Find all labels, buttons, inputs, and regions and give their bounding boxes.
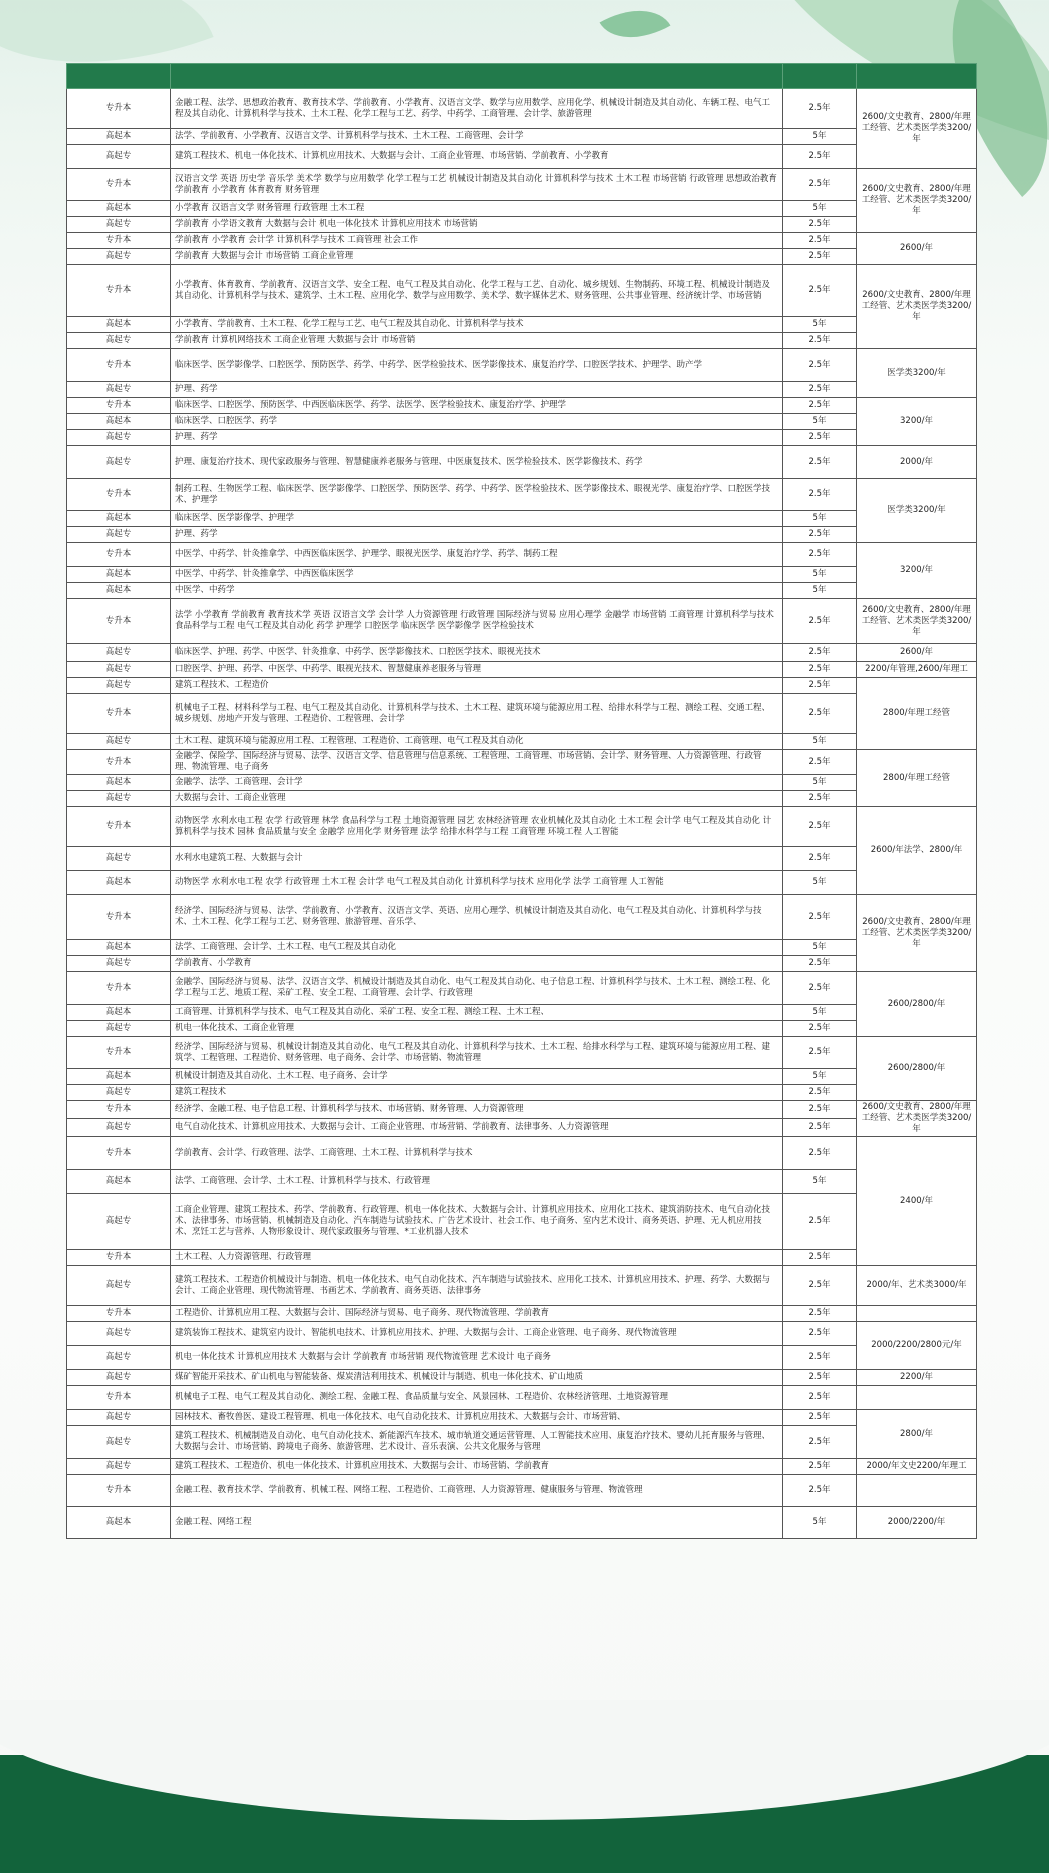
table-row <box>67 1322 977 1346</box>
level-cell: 高起专 <box>67 1322 171 1346</box>
duration-cell: 5年 <box>783 1005 857 1021</box>
duration-cell: 2.5年 <box>783 1410 857 1426</box>
table-row <box>67 871 977 895</box>
level-cell: 高起本 <box>67 511 171 527</box>
major-cell: 中医学、中药学、针灸推拿学、中西医临床医学、护理学、眼视光医学、康复治疗学、药学、制药工程 <box>171 543 783 567</box>
level-cell: 专升本 <box>67 750 171 775</box>
level-cell: 高起专 <box>67 446 171 479</box>
table-row <box>67 1119 977 1137</box>
duration-cell: 2.5年 <box>783 1101 857 1119</box>
level-cell: 高起本 <box>67 1005 171 1021</box>
duration-cell: 2.5年 <box>783 1119 857 1137</box>
table-row <box>67 1137 977 1170</box>
major-cell: 建筑工程技术、机械制造及自动化、电气自动化技术、新能源汽车技术、城市轨道交通运营管理、人工智能技术应用、康复治疗技术、婴幼儿托育服务与管理、大数据与会计、市场营销、跨境电子商务、旅游管理、艺术设计、音乐表演、公共文化服务与管理 <box>171 1426 783 1459</box>
duration-cell: 2.5年 <box>783 895 857 940</box>
major-cell: 法学、学前教育、小学教育、汉语言文学、计算机科学与技术、土木工程、工商管理、会计学 <box>171 129 783 145</box>
level-cell: 高起专 <box>67 1119 171 1137</box>
table-row <box>67 265 977 317</box>
tuition-cell: 2800/年理工经管 <box>857 678 977 750</box>
tuition-cell: 3200/年 <box>857 398 977 446</box>
duration-cell: 2.5年 <box>783 807 857 847</box>
duration-cell: 2.5年 <box>783 479 857 511</box>
tuition-cell: 2000/年文史2200/年理工 <box>857 1459 977 1475</box>
major-cell: 工程造价、计算机应用工程、大数据与会计、国际经济与贸易、电子商务、现代物流管理、学前教育 <box>171 1306 783 1322</box>
duration-cell: 2.5年 <box>783 249 857 265</box>
duration-cell: 2.5年 <box>783 543 857 567</box>
major-cell: 制药工程、生物医学工程、临床医学、医学影像学、口腔医学、预防医学、药学、中药学、医学检验技术、医学影像技术、眼视光学、康复治疗学、口腔医学技术、护理学 <box>171 479 783 511</box>
table-row <box>67 1170 977 1194</box>
major-cell: 建筑工程技术、工程造价、机电一体化技术、计算机应用技术、大数据与会计、市场营销、学前教育 <box>171 1459 783 1475</box>
major-cell: 中医学、中药学 <box>171 583 783 599</box>
major-cell: 经济学、金融工程、电子信息工程、计算机科学与技术、市场营销、财务管理、人力资源管理 <box>171 1101 783 1119</box>
table-row <box>67 1507 977 1539</box>
table-row <box>67 1005 977 1021</box>
major-cell: 学前教育 计算机网络技术 工商企业管理 大数据与会计 市场营销 <box>171 333 783 349</box>
level-cell: 高起专 <box>67 1459 171 1475</box>
table-row <box>67 1101 977 1119</box>
level-cell: 高起专 <box>67 1370 171 1386</box>
level-cell: 专升本 <box>67 169 171 201</box>
table-row <box>67 644 977 662</box>
major-cell: 建筑工程技术、工程造价 <box>171 678 783 694</box>
major-cell: 法学、工商管理、会计学、土木工程、计算机科学与技术、行政管理 <box>171 1170 783 1194</box>
duration-cell: 2.5年 <box>783 169 857 201</box>
table-row <box>67 527 977 543</box>
table-row <box>67 317 977 333</box>
major-cell: 学前教育 小学语文教育 大数据与会计 机电一体化技术 计算机应用技术 市场营销 <box>171 217 783 233</box>
tuition-cell: 2600/年 <box>857 233 977 265</box>
major-cell: 机械设计制造及其自动化、土木工程、电子商务、会计学 <box>171 1069 783 1085</box>
tuition-cell: 医学类3200/年 <box>857 479 977 543</box>
header-major <box>171 64 783 89</box>
header-level <box>67 64 171 89</box>
major-cell: 临床医学、口腔医学、预防医学、中西医临床医学、药学、法医学、医学检验技术、康复治疗学、护理学 <box>171 398 783 414</box>
table-row <box>67 398 977 414</box>
table-row <box>67 1475 977 1507</box>
level-cell: 高起本 <box>67 1069 171 1085</box>
level-cell: 专升本 <box>67 599 171 644</box>
major-cell: 机电一体化技术、工商企业管理 <box>171 1021 783 1037</box>
table-row <box>67 1021 977 1037</box>
major-cell: 土木工程、人力资源管理、行政管理 <box>171 1250 783 1266</box>
major-cell: 金融学、国际经济与贸易、法学、汉语言文学、机械设计制造及其自动化、电气工程及其自动化、电子信息工程、计算机科学与技术、土木工程、测绘工程、化学工程与工艺、地质工程、采矿工程、安全工程、工商管理、会计学、行政管理 <box>171 972 783 1005</box>
duration-cell: 2.5年 <box>783 847 857 871</box>
table-row <box>67 233 977 249</box>
tuition-cell: 医学类3200/年 <box>857 349 977 398</box>
duration-cell: 2.5年 <box>783 1250 857 1266</box>
level-cell: 专升本 <box>67 398 171 414</box>
level-cell: 专升本 <box>67 349 171 382</box>
table-row <box>67 750 977 775</box>
major-cell: 中医学、中药学、针灸推拿学、中西医临床医学 <box>171 567 783 583</box>
duration-cell: 2.5年 <box>783 430 857 446</box>
duration-cell: 2.5年 <box>783 972 857 1005</box>
tuition-cell: 2600/文史教育、2800/年理工经管、艺术类医学类3200/年 <box>857 895 977 972</box>
major-cell: 大数据与会计、工商企业管理 <box>171 791 783 807</box>
level-cell: 高起专 <box>67 145 171 169</box>
major-cell: 临床医学、口腔医学、药学 <box>171 414 783 430</box>
major-cell: 学前教育 小学教育 会计学 计算机科学与技术 工商管理 社会工作 <box>171 233 783 249</box>
duration-cell: 2.5年 <box>783 1021 857 1037</box>
major-fee-table <box>66 63 977 1539</box>
table-row <box>67 1410 977 1426</box>
duration-cell: 5年 <box>783 511 857 527</box>
level-cell: 高起专 <box>67 217 171 233</box>
level-cell: 高起专 <box>67 249 171 265</box>
level-cell: 高起本 <box>67 129 171 145</box>
table-row <box>67 940 977 956</box>
level-cell: 专升本 <box>67 1101 171 1119</box>
duration-cell: 2.5年 <box>783 1037 857 1069</box>
level-cell: 高起本 <box>67 567 171 583</box>
major-cell: 园林技术、畜牧兽医、建设工程管理、机电一体化技术、电气自动化技术、计算机应用技术、大数据与会计、市场营销、 <box>171 1410 783 1426</box>
duration-cell: 2.5年 <box>783 1085 857 1101</box>
level-cell: 高起专 <box>67 644 171 662</box>
table-row <box>67 129 977 145</box>
tuition-cell: 2000/年 <box>857 446 977 479</box>
tuition-cell: 3200/年 <box>857 543 977 599</box>
table-row <box>67 1459 977 1475</box>
duration-cell: 2.5年 <box>783 1266 857 1306</box>
duration-cell: 2.5年 <box>783 1475 857 1507</box>
level-cell: 专升本 <box>67 479 171 511</box>
table-row <box>67 249 977 265</box>
duration-cell: 5年 <box>783 871 857 895</box>
duration-cell: 5年 <box>783 414 857 430</box>
major-cell: 临床医学、医学影像学、口腔医学、预防医学、药学、中药学、医学检验技术、医学影像技术、康复治疗学、口腔医学技术、护理学、助产学 <box>171 349 783 382</box>
duration-cell: 2.5年 <box>783 662 857 678</box>
level-cell: 高起专 <box>67 791 171 807</box>
table-row <box>67 895 977 940</box>
level-cell: 高起专 <box>67 734 171 750</box>
level-cell: 高起专 <box>67 1194 171 1250</box>
duration-cell: 2.5年 <box>783 1322 857 1346</box>
duration-cell: 2.5年 <box>783 333 857 349</box>
level-cell: 高起专 <box>67 1410 171 1426</box>
header-tuition <box>857 64 977 89</box>
duration-cell: 2.5年 <box>783 956 857 972</box>
major-cell: 经济学、国际经济与贸易、法学、学前教育、小学教育、汉语言文学、英语、应用心理学、机械设计制造及其自动化、电气工程及其自动化、计算机科学与技术、土木工程、化学工程与工艺、财务管理、旅游管理、音乐学、 <box>171 895 783 940</box>
tuition-cell <box>857 1386 977 1410</box>
table-row <box>67 201 977 217</box>
table-row <box>67 734 977 750</box>
level-cell: 高起本 <box>67 1170 171 1194</box>
table-row <box>67 479 977 511</box>
table-row <box>67 430 977 446</box>
level-cell: 专升本 <box>67 895 171 940</box>
major-cell: 法学 小学教育 学前教育 教育技术学 英语 汉语言文学 会计学 人力资源管理 行政管理 国际经济与贸易 应用心理学 金融学 市场营销 工商管理 计算机科学与技术 食品科学与工程 电气工程及其自动化 药学 护理学 口腔医学 临床医学 医学影像学 医学检验技术 <box>171 599 783 644</box>
tuition-cell: 2600/年法学、2800/年 <box>857 807 977 895</box>
table-row <box>67 1370 977 1386</box>
tuition-cell: 2200/年 <box>857 1370 977 1386</box>
major-cell: 学前教育、小学教育 <box>171 956 783 972</box>
major-cell: 电气自动化技术、计算机应用技术、大数据与会计、工商企业管理、市场营销、学前教育、法律事务、人力资源管理 <box>171 1119 783 1137</box>
level-cell: 高起本 <box>67 317 171 333</box>
duration-cell: 5年 <box>783 1069 857 1085</box>
tuition-cell: 2600/年 <box>857 644 977 662</box>
level-cell: 专升本 <box>67 694 171 734</box>
duration-cell: 2.5年 <box>783 1346 857 1370</box>
major-cell: 小学教育 汉语言文学 财务管理 行政管理 土木工程 <box>171 201 783 217</box>
major-cell: 机电一体化技术 计算机应用技术 大数据与会计 学前教育 市场营销 现代物流管理 艺术设计 电子商务 <box>171 1346 783 1370</box>
duration-cell: 5年 <box>783 940 857 956</box>
table-row <box>67 89 977 129</box>
level-cell: 高起专 <box>67 956 171 972</box>
duration-cell: 2.5年 <box>783 1194 857 1250</box>
table-row <box>67 1250 977 1266</box>
level-cell: 专升本 <box>67 972 171 1005</box>
level-cell: 高起专 <box>67 382 171 398</box>
table-header-row <box>67 64 977 89</box>
duration-cell: 2.5年 <box>783 1370 857 1386</box>
level-cell: 专升本 <box>67 1475 171 1507</box>
table-row <box>67 1069 977 1085</box>
table-row <box>67 349 977 382</box>
major-cell: 小学教育、学前教育、土木工程、化学工程与工艺、电气工程及其自动化、计算机科学与技术 <box>171 317 783 333</box>
duration-cell: 2.5年 <box>783 233 857 249</box>
duration-cell: 2.5年 <box>783 644 857 662</box>
major-cell: 护理、药学 <box>171 527 783 543</box>
major-cell: 土木工程、建筑环境与能源应用工程、工程管理、工程造价、工商管理、电气工程及其自动化 <box>171 734 783 750</box>
table-row <box>67 972 977 1005</box>
level-cell: 高起本 <box>67 775 171 791</box>
major-cell: 水利水电建筑工程、大数据与会计 <box>171 847 783 871</box>
level-cell: 高起专 <box>67 678 171 694</box>
major-cell: 机械电子工程、材料科学与工程、电气工程及其自动化、计算机科学与技术、土木工程、建筑环境与能源应用工程、给排水科学与工程、测绘工程、交通工程、城乡规划、房地产开发与管理、工程造价、工程管理、会计学 <box>171 694 783 734</box>
level-cell: 高起专 <box>67 333 171 349</box>
tuition-cell: 2800/年 <box>857 1410 977 1459</box>
tuition-cell: 2600/文史教育、2800/年理工经管、艺术类医学类3200/年 <box>857 265 977 349</box>
duration-cell: 2.5年 <box>783 398 857 414</box>
major-cell: 建筑工程技术、工程造价机械设计与制造、机电一体化技术、电气自动化技术、汽车制造与试验技术、应用化工技术、计算机应用技术、护理、药学、大数据与会计、工商企业管理、现代物流管理、书画艺术、学前教育、商务英语、法律事务 <box>171 1266 783 1306</box>
duration-cell: 2.5年 <box>783 382 857 398</box>
major-cell: 金融工程、网络工程 <box>171 1507 783 1539</box>
major-cell: 临床医学、医学影像学、护理学 <box>171 511 783 527</box>
level-cell: 高起本 <box>67 201 171 217</box>
level-cell: 专升本 <box>67 543 171 567</box>
level-cell: 高起本 <box>67 583 171 599</box>
duration-cell: 2.5年 <box>783 527 857 543</box>
major-cell: 建筑工程技术 <box>171 1085 783 1101</box>
major-cell: 金融工程、教育技术学、学前教育、机械工程、网络工程、工程造价、工商管理、人力资源管理、健康服务与管理、物流管理 <box>171 1475 783 1507</box>
duration-cell: 2.5年 <box>783 678 857 694</box>
major-cell: 工商企业管理、建筑工程技术、药学、学前教育、行政管理、机电一体化技术、大数据与会计、计算机应用技术、应用化工技术、建筑消防技术、电气自动化技术、法律事务、市场营销、机械制造及自动化、汽车制造与试验技术、广告艺术设计、社会工作、电子商务、室内艺术设计、商务英语、护理、无人机应用技术、烹饪工艺与营养、人物形象设计、现代家政服务与管理、*工业机器人技术 <box>171 1194 783 1250</box>
major-cell: 建筑工程技术、机电一体化技术、计算机应用技术、大数据与会计、工商企业管理、市场营销、学前教育、小学教育 <box>171 145 783 169</box>
duration-cell: 2.5年 <box>783 217 857 233</box>
duration-cell: 5年 <box>783 1507 857 1539</box>
table-row <box>67 775 977 791</box>
level-cell: 专升本 <box>67 1037 171 1069</box>
table-row <box>67 1266 977 1306</box>
level-cell: 高起本 <box>67 871 171 895</box>
major-cell: 学前教育、会计学、行政管理、法学、工商管理、土木工程、计算机科学与技术 <box>171 1137 783 1170</box>
major-cell: 动物医学 水利水电工程 农学 行政管理 林学 食品科学与工程 土地资源管理 园艺 农林经济管理 农业机械化及其自动化 土木工程 会计学 电气工程及其自动化 计算机科学与技术 园林 食品质量与安全 金融学 应用化学 财务管理 法学 给排水科学与工程 工商管理 环境工程 人工智能 <box>171 807 783 847</box>
tuition-cell: 2600/文史教育、2800/年理工经管、艺术类医学类3200/年 <box>857 1101 977 1137</box>
tuition-cell: 2000/年、艺术类3000/年 <box>857 1266 977 1306</box>
duration-cell: 5年 <box>783 583 857 599</box>
level-cell: 高起专 <box>67 1085 171 1101</box>
major-cell: 金融学、法学、工商管理、会计学 <box>171 775 783 791</box>
table-row <box>67 145 977 169</box>
level-cell: 高起专 <box>67 430 171 446</box>
table-row <box>67 1194 977 1250</box>
level-cell: 高起专 <box>67 1021 171 1037</box>
duration-cell: 5年 <box>783 734 857 750</box>
level-cell: 专升本 <box>67 89 171 129</box>
table-row <box>67 662 977 678</box>
table-row <box>67 1037 977 1069</box>
major-cell: 动物医学 水利水电工程 农学 行政管理 土木工程 会计学 电气工程及其自动化 计算机科学与技术 应用化学 法学 工商管理 人工智能 <box>171 871 783 895</box>
table-row <box>67 1386 977 1410</box>
level-cell: 高起本 <box>67 1507 171 1539</box>
level-cell: 专升本 <box>67 233 171 249</box>
duration-cell: 5年 <box>783 201 857 217</box>
duration-cell: 2.5年 <box>783 1459 857 1475</box>
major-cell: 小学教育、体育教育、学前教育、汉语言文学、安全工程、电气工程及其自动化、化学工程与工艺、自动化、城乡规划、生物制药、环境工程、机械设计制造及其自动化、计算机科学与技术、建筑学、土木工程、应用化学、数学与应用数学、美术学、数字媒体艺术、财务管理、公共事业管理、经济统计学、市场营销 <box>171 265 783 317</box>
tuition-cell: 2600/文史教育、2800/年理工经管、艺术类医学类3200/年 <box>857 169 977 233</box>
duration-cell: 2.5年 <box>783 694 857 734</box>
table-row <box>67 169 977 201</box>
duration-cell: 2.5年 <box>783 791 857 807</box>
table-row <box>67 847 977 871</box>
leaf-decoration-top-mid <box>600 0 671 55</box>
motto <box>300 1812 408 1848</box>
table-row <box>67 1346 977 1370</box>
table-row <box>67 807 977 847</box>
table-row <box>67 678 977 694</box>
duration-cell: 2.5年 <box>783 599 857 644</box>
tuition-cell: 2600/2800/年 <box>857 1037 977 1101</box>
table-row <box>67 956 977 972</box>
tuition-cell <box>857 1475 977 1507</box>
table-row <box>67 543 977 567</box>
level-cell: 专升本 <box>67 807 171 847</box>
duration-cell: 2.5年 <box>783 1386 857 1410</box>
major-cell: 金融工程、法学、思想政治教育、教育技术学、学前教育、小学教育、汉语言文学、数学与应用数学、应用化学、机械设计制造及其自动化、车辆工程、电气工程及其自动化、计算机科学与技术、土木工程、化学工程与工艺、药学、中药学、工商管理、会计学、旅游管理 <box>171 89 783 129</box>
duration-cell: 2.5年 <box>783 145 857 169</box>
major-cell: 学前教育 大数据与会计 市场营销 工商企业管理 <box>171 249 783 265</box>
major-cell: 法学、工商管理、会计学、土木工程、电气工程及其自动化 <box>171 940 783 956</box>
table-row <box>67 583 977 599</box>
duration-cell: 5年 <box>783 1170 857 1194</box>
table-row <box>67 567 977 583</box>
duration-cell: 2.5年 <box>783 1137 857 1170</box>
duration-cell: 2.5年 <box>783 265 857 317</box>
table-row <box>67 1426 977 1459</box>
table-row <box>67 333 977 349</box>
tuition-cell: 2600/文史教育、2800/年理工经管、艺术类医学类3200/年 <box>857 599 977 644</box>
major-cell: 临床医学、护理、药学、中医学、针灸推拿、中药学、医学影像技术、口腔医学技术、眼视光技术 <box>171 644 783 662</box>
tuition-cell: 2000/2200/年 <box>857 1507 977 1539</box>
duration-cell: 2.5年 <box>783 1306 857 1322</box>
level-cell: 高起专 <box>67 1426 171 1459</box>
tuition-cell: 2800/年理工经管 <box>857 750 977 807</box>
major-cell: 建筑装饰工程技术、建筑室内设计、智能机电技术、计算机应用技术、护理、大数据与会计、工商企业管理、电子商务、现代物流管理 <box>171 1322 783 1346</box>
level-cell: 高起专 <box>67 1266 171 1306</box>
table-row <box>67 414 977 430</box>
duration-cell: 5年 <box>783 317 857 333</box>
table-row <box>67 694 977 734</box>
table-row <box>67 1085 977 1101</box>
table-row <box>67 599 977 644</box>
table-row <box>67 382 977 398</box>
major-cell: 护理、药学 <box>171 430 783 446</box>
duration-cell: 5年 <box>783 775 857 791</box>
level-cell: 专升本 <box>67 1250 171 1266</box>
duration-cell: 5年 <box>783 567 857 583</box>
table-row <box>67 791 977 807</box>
major-cell: 护理、康复治疗技术、现代家政服务与管理、智慧健康养老服务与管理、中医康复技术、医学检验技术、医学影像技术、药学 <box>171 446 783 479</box>
duration-cell: 2.5年 <box>783 750 857 775</box>
major-cell: 汉语言文学 英语 历史学 音乐学 美术学 数学与应用数学 化学工程与工艺 机械设计制造及其自动化 计算机科学与技术 土木工程 市场营销 行政管理 思想政治教育 学前教育 小学教育 体育教育 财务管理 <box>171 169 783 201</box>
major-cell: 金融学、保险学、国际经济与贸易、法学、汉语言文学、信息管理与信息系统、工程管理、工商管理、市场营销、会计学、财务管理、人力资源管理、行政管理、物流管理、电子商务 <box>171 750 783 775</box>
duration-cell: 2.5年 <box>783 349 857 382</box>
level-cell: 专升本 <box>67 1386 171 1410</box>
tuition-cell: 2400/年 <box>857 1137 977 1266</box>
level-cell: 高起专 <box>67 662 171 678</box>
table-row <box>67 446 977 479</box>
table-row <box>67 1306 977 1322</box>
level-cell: 专升本 <box>67 1137 171 1170</box>
duration-cell: 2.5年 <box>783 1426 857 1459</box>
level-cell: 专升本 <box>67 1306 171 1322</box>
tuition-cell: 2600/2800/年 <box>857 972 977 1037</box>
major-cell: 护理、药学 <box>171 382 783 398</box>
table-row <box>67 511 977 527</box>
level-cell: 高起本 <box>67 414 171 430</box>
tuition-cell: 2200/年管理,2600/年理工 <box>857 662 977 678</box>
level-cell: 高起专 <box>67 527 171 543</box>
level-cell: 高起专 <box>67 847 171 871</box>
table-body <box>67 89 977 1539</box>
table-row <box>67 217 977 233</box>
level-cell: 高起专 <box>67 1346 171 1370</box>
tuition-cell: 2000/2200/2800元/年 <box>857 1322 977 1370</box>
major-cell: 工商管理、计算机科学与技术、电气工程及其自动化、采矿工程、安全工程、测绘工程、土木工程、 <box>171 1005 783 1021</box>
major-cell: 经济学、国际经济与贸易、机械设计制造及其自动化、电气工程及其自动化、计算机科学与技术、土木工程、给排水科学与工程、建筑环境与能源应用工程、建筑学、工程管理、工程造价、财务管理、电子商务、会计学、市场营销、物流管理 <box>171 1037 783 1069</box>
level-cell: 高起本 <box>67 940 171 956</box>
tuition-cell <box>857 1306 977 1322</box>
major-cell: 机械电子工程、电气工程及其自动化、测绘工程、金融工程、食品质量与安全、风景园林、工程造价、农林经济管理、土地资源管理 <box>171 1386 783 1410</box>
duration-cell: 2.5年 <box>783 446 857 479</box>
major-cell: 煤矿智能开采技术、矿山机电与智能装备、煤炭清洁利用技术、机械设计与制造、机电一体化技术、矿山地质 <box>171 1370 783 1386</box>
header-duration <box>783 64 857 89</box>
level-cell: 专升本 <box>67 265 171 317</box>
duration-cell: 2.5年 <box>783 89 857 129</box>
duration-cell: 5年 <box>783 129 857 145</box>
tuition-cell: 2600/文史教育、2800/年理工经管、艺术类医学类3200/年 <box>857 89 977 169</box>
major-cell: 口腔医学、护理、药学、中医学、中药学、眼视光技术、智慧健康养老服务与管理 <box>171 662 783 678</box>
